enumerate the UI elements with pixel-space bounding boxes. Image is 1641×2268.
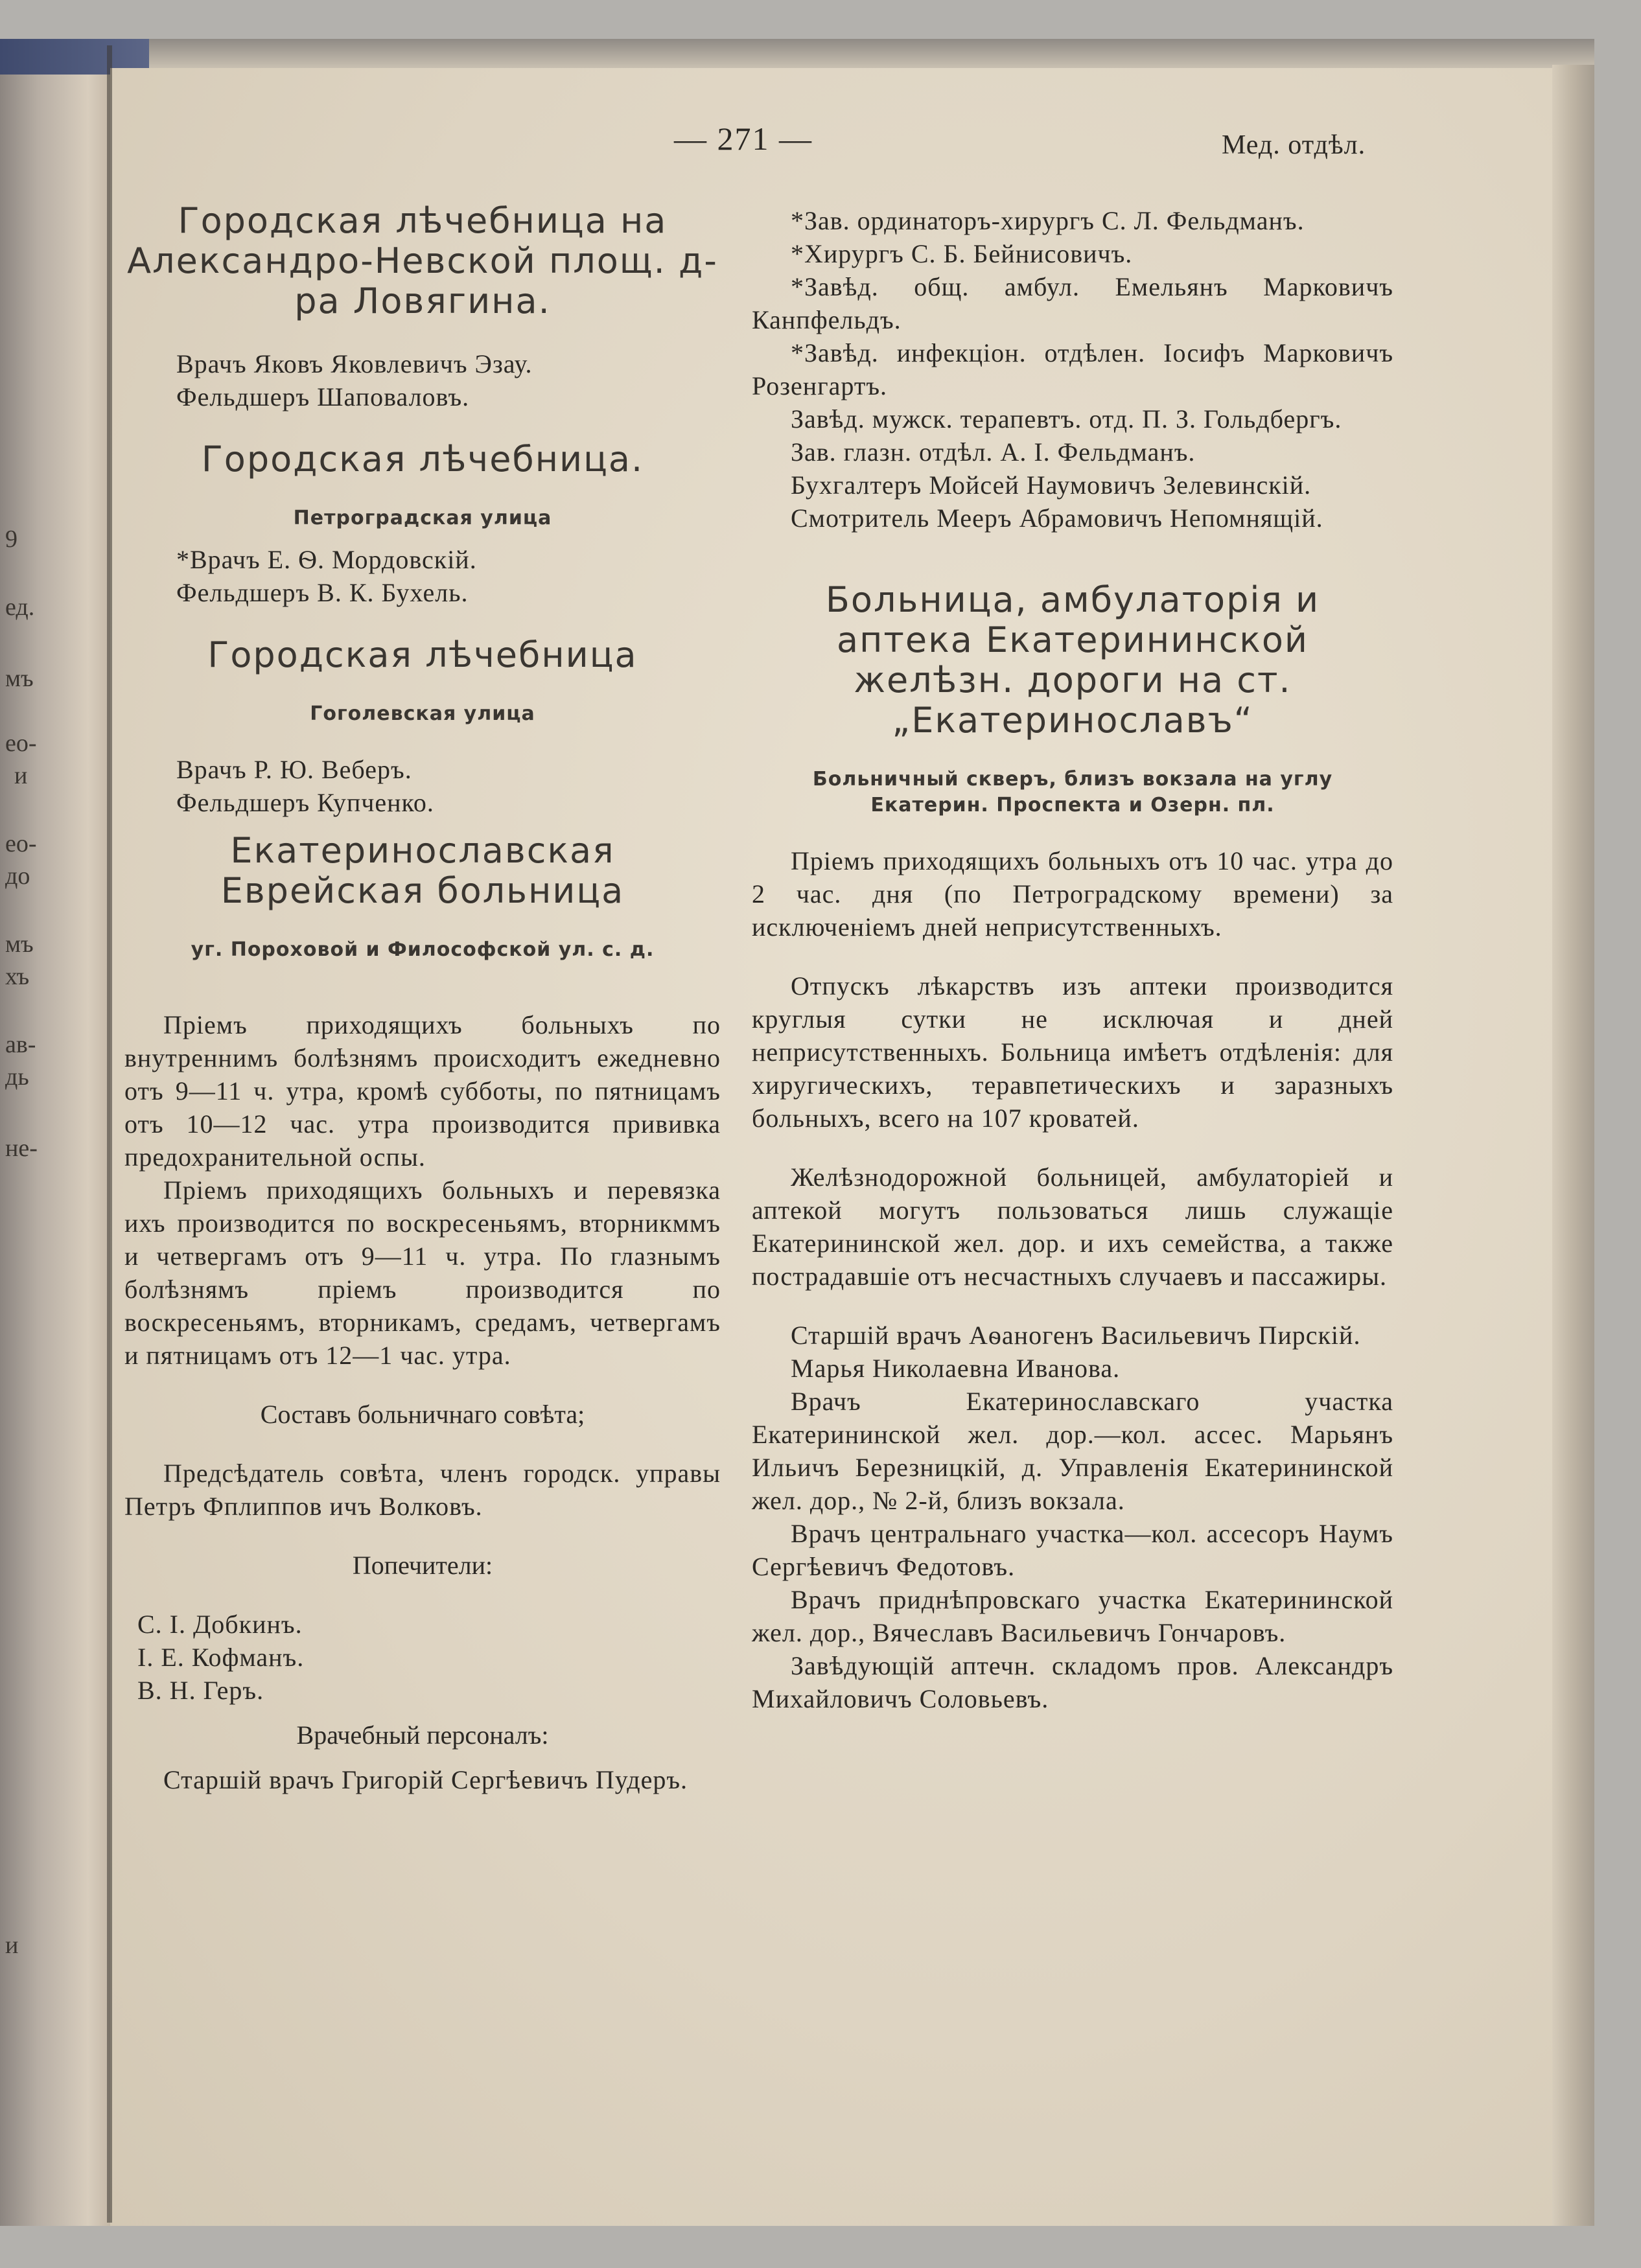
council-heading: Составъ больничнаго совѣта; [260,1400,585,1429]
margin-fragment: ео- [5,830,37,857]
staff-entry: Фельдшеръ Купченко. [176,788,434,817]
left-column [124,201,721,1796]
staff-entry: Зав. глазн. отдѣл. А. І. Фельдманъ. [791,437,1196,467]
section-address: Петроградская улица [293,507,552,529]
staff-entry: Завѣд. мужск. терапевтъ. отд. П. З. Гольдбергъ. [791,404,1342,434]
margin-fragment: мъ [5,665,34,692]
book-binding [0,39,110,2226]
staff-entry: Завѣдующій аптечн. складомъ пров. Александръ Михайловичъ Соловьевъ. [752,1651,1393,1713]
body-paragraph: Желѣзнодорожной больницей, амбулаторіей и аптекой могутъ пользоваться лишь служащіе Екатерининской жел. дор. и ихъ семейства, а также пострадавшіе отъ несчастныхъ случаевъ и пассажиры. [752,1163,1393,1291]
staff-entry: Старшій врачъ Григорій Сергѣевичъ Пудеръ. [163,1765,688,1794]
staff-entry: Врачъ приднѣпровскаго участка Екатерининской жел. дор., Вячеславъ Васильевичъ Гончаровъ. [752,1585,1393,1647]
staff-entry: *Зав. ординаторъ-хирургъ С. Л. Фельдманъ. [791,206,1305,235]
margin-fragment: ав- [5,1031,36,1058]
margin-fragment: 9 [5,526,17,553]
margin-fragment: ед. [5,594,35,621]
council-chairman: Предсѣдатель совѣта, членъ городск. управы Петръ Фплиппов ичъ Волковъ. [124,1459,721,1521]
section-title: Больница, амбулаторія и аптека Екатерининской желѣзн. дороги на ст. „Екатеринославъ“ [825,579,1320,741]
staff-entry: *Завѣд. общ. амбул. Емельянъ Марковичъ Канпфельдъ. [752,272,1393,334]
margin-fragment: и [5,1932,19,1959]
trustee-entry: В. Н. Геръ. [137,1676,264,1705]
gutter-shadow [107,45,112,2223]
section-title: Городская лѣчебница на Александро-Невской площ. д-ра Ловягина. [127,200,718,321]
running-header: Мед. отдѣл. [1222,130,1366,160]
section-title: Городская лѣчебница [207,634,638,675]
staff-entry: Старшій врачъ Аѳаногенъ Васильевичъ Пирскій. [791,1321,1361,1350]
margin-fragment: не- [5,1135,38,1162]
staff-entry: *Врачъ Е. Ѳ. Мордовскій. [176,545,477,574]
section-address: уг. Пороховой и Философской ул. с. д. [191,938,655,961]
body-paragraph: Отпускъ лѣкарствъ изъ аптеки производится круглыя сутки не исключая и дней неприсутственныхъ. Больница имѣетъ отдѣленія: для хиругическихъ, теравпетическихъ и заразныхъ больныхъ, всего на 107 кроватей. [752,971,1393,1133]
margin-fragment: мъ [5,931,34,958]
page-stack-edge [1552,65,1594,2226]
body-paragraph: Пріемъ приходящихъ больныхъ отъ 10 час. утра до 2 час. дня (по Петроградскому времени) за исключеніемъ дней неприсутственныхъ. [752,846,1393,942]
margin-fragment: дь [5,1063,29,1091]
staff-entry: Фельдшеръ Шаповаловъ. [176,382,470,411]
margin-fragment: и [14,762,28,789]
staff-entry: Смотритель Мееръ Абрамовичъ Непомнящій. [791,503,1323,533]
staff-entry: Фельдшеръ В. К. Бухель. [176,578,469,607]
margin-fragment: хъ [5,963,30,990]
personnel-heading: Врачебный персоналъ: [296,1720,549,1750]
trustee-entry: І. Е. Кофманъ. [137,1643,305,1672]
staff-entry: Врачъ Р. Ю. Веберъ. [176,755,412,784]
page-number: — 271 — [674,121,813,157]
right-column [752,204,1393,1715]
margin-fragment: до [5,862,30,890]
body-paragraph: Пріемъ приходящихъ больныхъ и перевязка ихъ производится по воскресеньямъ, вторникммъ и четвергамъ отъ 9—11 ч. утра. По глазнымъ болѣзнямъ пріемъ производится по воскресеньямъ, вторникамъ, средамъ, четвергамъ и пятницамъ отъ 12—1 час. утра. [124,1175,721,1370]
staff-entry: Врачъ центральнаго участка—кол. ассесоръ Наумъ Сергѣевичъ Федотовъ. [752,1519,1393,1581]
margin-fragment: ео- [5,730,37,757]
staff-entry: Врачъ Екатеринославскаго участка Екатерининской жел. дор.—кол. ассес. Марьянъ Ильичъ Березницкій, д. Управленія Екатерининской жел. дор., № 2-й, близъ вокзала. [752,1387,1393,1515]
staff-entry: Врачъ Яковъ Яковлевичъ Эзау. [176,349,533,378]
section-title: Городская лѣчебница. [201,439,644,480]
staff-entry: Марья Николаевна Иванова. [791,1354,1121,1383]
section-address: Гоголевская улица [310,702,535,725]
book-top-edge [149,39,1594,71]
trustees-heading: Попечители: [352,1551,493,1580]
staff-entry: Бухгалтеръ Мойсей Наумовичъ Зелевинскій. [791,470,1312,500]
section-address: Больничный скверъ, близъ вокзала на углу Екатерин. Проспекта и Озерн. пл. [812,768,1333,816]
staff-entry: *Завѣд. инфекціон. отдѣлен. Іосифъ Марковичъ Розенгартъ. [752,338,1393,400]
staff-entry: *Хирургъ С. Б. Бейнисовичъ. [791,239,1133,268]
section-title: Екатеринославская Еврейская больница [220,830,625,911]
trustee-entry: С. І. Добкинъ. [137,1610,303,1639]
body-paragraph: Пріемъ приходящихъ больныхъ по внутреннимъ болѣзнямъ происходитъ ежедневно отъ 9—11 ч. утра, кромѣ субботы, по пятницамъ отъ 10—12 час. утра производится прививка предохранительной оспы. [124,1010,721,1172]
